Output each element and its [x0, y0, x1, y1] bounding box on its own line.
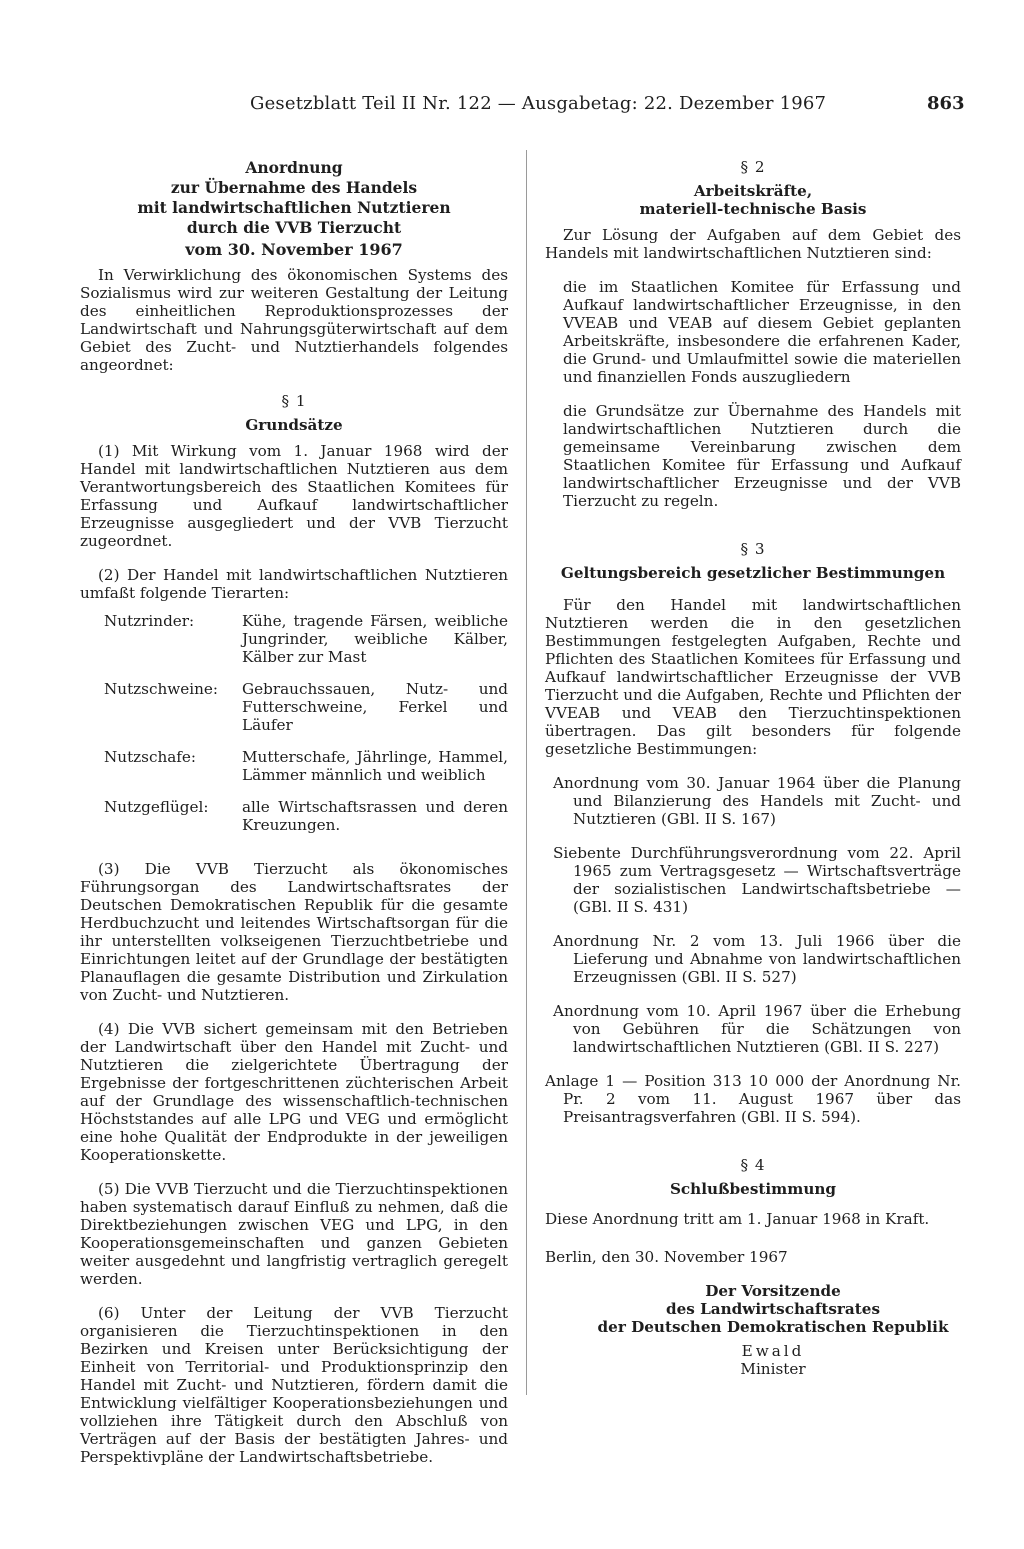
title-line: zur Übernahme des Handels [170, 178, 418, 197]
livestock-kind: Nutzschweine: [104, 680, 218, 698]
preamble: In Verwirklichung des ökonomischen Systems des Sozialismus wird zur weiteren Gestaltung der Leitung des einheitlichen Reproduktionsprozesses der Landwirtschaft und Nahrungsgüterwirtschaft auf dem Gebiet des Zucht- und Nutztierhandels folgendes angeordnet: [80, 266, 508, 374]
section-2-intro: Zur Lösung der Aufgaben auf dem Gebiet des Handels mit landwirtschaftlichen Nutztieren sind: [545, 226, 961, 262]
section-3-number: § 3 [740, 540, 766, 558]
section-2-item: die im Staatlichen Komitee für Erfassung und Aufkauf landwirtschaftlicher Erzeugnisse, in den VVEAB und VEAB auf diesem Gebiet geplanten Arbeitskräfte, insbesondere die erfahrenen Kader, die Grund- und Umlaufmittel sowie die materiellen und finanziellen Fonds auszugliedern [563, 278, 961, 386]
livestock-desc: alle Wirtschaftsrassen und deren Kreuzungen. [242, 798, 508, 834]
decree-date: vom 30. November 1967 [185, 240, 403, 259]
livestock-desc: Mutterschafe, Jährlinge, Hammel, Lämmer männlich und weiblich [242, 748, 508, 784]
decree-title [80, 158, 508, 238]
section-1-number: § 1 [281, 392, 307, 410]
paragraph-1-5: (5) Die VVB Tierzucht und die Tierzuchtinspektionen haben systematisch darauf Einfluß zu nehmen, daß die Direktbeziehungen zwischen VEG und LPG, in den Kooperationsgemeinschaften und ganzen Gebieten weiter ausgedehnt und langfristig vertraglich geregelt werden. [80, 1180, 508, 1288]
legal-reference: Anordnung vom 10. April 1967 über die Erhebung von Gebühren für die Schätzungen von landwirtschaftlichen Nutztieren (GBl. II S. 227) [553, 1002, 961, 1056]
section-3-intro: Für den Handel mit landwirtschaftlichen Nutztieren werden die in den gesetzlichen Bestimmungen festgelegten Aufgaben, Rechte und Pflichten des Staatlichen Komitees für Erfassung und Aufkauf landwirtschaftlicher Erzeugnisse der VVB Tierzucht und die Aufgaben, Rechte und Pflichten der VVEAB und VEAB den Tierzuchtinspektionen übertragen. Das gilt besonders für folgende gesetzliche Bestimmungen: [545, 596, 961, 758]
livestock-kind: Nutzschafe: [104, 748, 197, 766]
section-4-text: Diese Anordnung tritt am 1. Januar 1968 in Kraft. [545, 1210, 930, 1228]
legal-reference: Anordnung Nr. 2 vom 13. Juli 1966 über die Lieferung und Abnahme von landwirtschaftlichen Erzeugnissen (GBl. II S. 527) [553, 932, 961, 986]
paragraph-1-4: (4) Die VVB sichert gemeinsam mit den Betrieben der Landwirtschaft über den Handel mit Zucht- und Nutztieren die zielgerichtete Übertragung der Ergebnisse der fortgeschrittenen züchterischen Arbeit auf der Grundlage des wissenschaftlich-technischen Höchststandes auf alle LPG und VEG und ermöglicht eine hohe Qualität der Endprodukte in der jeweiligen Kooperationskette. [80, 1020, 508, 1164]
section-2-heading-line: Arbeitskräfte, [693, 182, 813, 200]
livestock-table [80, 612, 508, 848]
section-2-heading [545, 182, 961, 218]
paragraph-1-3: (3) Die VVB Tierzucht als ökonomisches Führungsorgan des Landwirtschaftsrates der Deutschen Demokratischen Republik für die gesamte Herdbuchzucht und leitendes Wirtschaftsorgan für die ihr unterstellten volkseigenen Tierzuchtbetriebe und Einrichtungen leitet auf der Grundlage der bestätigten Planauflagen die gesamte Distribution und Zirkulation von Zucht- und Nutztieren. [80, 860, 508, 1004]
paragraph-1-2: (2) Der Handel mit landwirtschaftlichen Nutztieren umfaßt folgende Tierarten: [80, 566, 508, 602]
livestock-desc: Kühe, tragende Färsen, weibliche Jungrinder, weibliche Kälber, Kälber zur Mast [242, 612, 508, 666]
section-2-heading-line: materiell-technische Basis [639, 200, 867, 218]
legal-reference: Anordnung vom 30. Januar 1964 über die Planung und Bilanzierung des Handels mit Zucht- und Nutztieren (GBl. II S. 167) [553, 774, 961, 828]
section-1-heading: Grundsätze [245, 416, 343, 434]
paragraph-1-1: (1) Mit Wirkung vom 1. Januar 1968 wird der Handel mit landwirtschaftlichen Nutztieren aus dem Verantwortungsbereich des Staatlichen Komitees für Erfassung und Aufkauf landwirtschaftlicher Erzeugnisse ausgegliedert und der VVB Tierzucht zugeordnet. [80, 442, 508, 550]
livestock-desc: Gebrauchssauen, Nutz- und Futterschweine, Ferkel und Läufer [242, 680, 508, 734]
signature-block [585, 1282, 961, 1336]
section-4-heading: Schlußbestimmung [669, 1180, 837, 1198]
running-header: Gesetzblatt Teil II Nr. 122 — Ausgabetag: 22. Dezember 1967 [250, 93, 827, 114]
page-number: 863 [927, 93, 965, 114]
legal-reference: Siebente Durchführungsverordnung vom 22. April 1965 zum Vertragsgesetz — Wirtschaftsverträge der sozialistischen Landwirtschaftsbetriebe — (GBl. II S. 431) [553, 844, 961, 916]
livestock-row [80, 612, 508, 680]
signer-name: Ewald [741, 1342, 805, 1360]
section-2-number: § 2 [740, 158, 766, 176]
section-3-heading: Geltungsbereich gesetzlicher Bestimmungen [560, 564, 946, 582]
signer-role: Minister [740, 1360, 806, 1378]
livestock-kind: Nutzrinder: [104, 612, 195, 630]
paragraph-1-6: (6) Unter der Leitung der VVB Tierzucht organisieren die Tierzuchtinspektionen in den Bezirken und Kreisen unter Berücksichtigung der Einheit von Territorial- und Produktionsprinzip den Handel mit Zucht- und Nutztieren, fördern damit die Entwicklung vielfältiger Kooperationsbeziehungen und vollziehen ihre Tätigkeit durch den Abschluß von Verträgen auf der Basis der bestätigten Jahres- und Perspektivpläne der Landwirtschaftsbetriebe. [80, 1304, 508, 1466]
livestock-kind: Nutzgeflügel: [104, 798, 209, 816]
place-date: Berlin, den 30. November 1967 [545, 1248, 788, 1266]
right-column [545, 158, 961, 1378]
section-2-items [545, 278, 961, 510]
legal-reference: Anlage 1 — Position 313 10 000 der Anordnung Nr. Pr. 2 vom 11. August 1967 über das Preisantragsverfahren (GBl. II S. 594). [545, 1072, 961, 1126]
livestock-row [80, 748, 508, 798]
livestock-row [80, 798, 508, 848]
title-line: Anordnung [245, 158, 343, 177]
title-line: mit landwirtschaftlichen Nutztieren [137, 198, 451, 217]
signer-title-line: Der Vorsitzende [705, 1282, 841, 1300]
column-divider [526, 150, 527, 1395]
signer-title-line: der Deutschen Demokratischen Republik [597, 1318, 949, 1336]
signer-title-line: des Landwirtschaftsrates [665, 1300, 880, 1318]
section-4-number: § 4 [740, 1156, 766, 1174]
left-column [80, 158, 508, 1482]
title-line: durch die VVB Tierzucht [186, 218, 402, 237]
section-2-item: die Grundsätze zur Übernahme des Handels mit landwirtschaftlichen Nutztieren durch die gemeinsame Vereinbarung zwischen dem Staatlichen Komitee für Erfassung und Aufkauf landwirtschaftlicher Erzeugnisse und der VVB Tierzucht zu regeln. [563, 402, 961, 510]
livestock-row [80, 680, 508, 748]
